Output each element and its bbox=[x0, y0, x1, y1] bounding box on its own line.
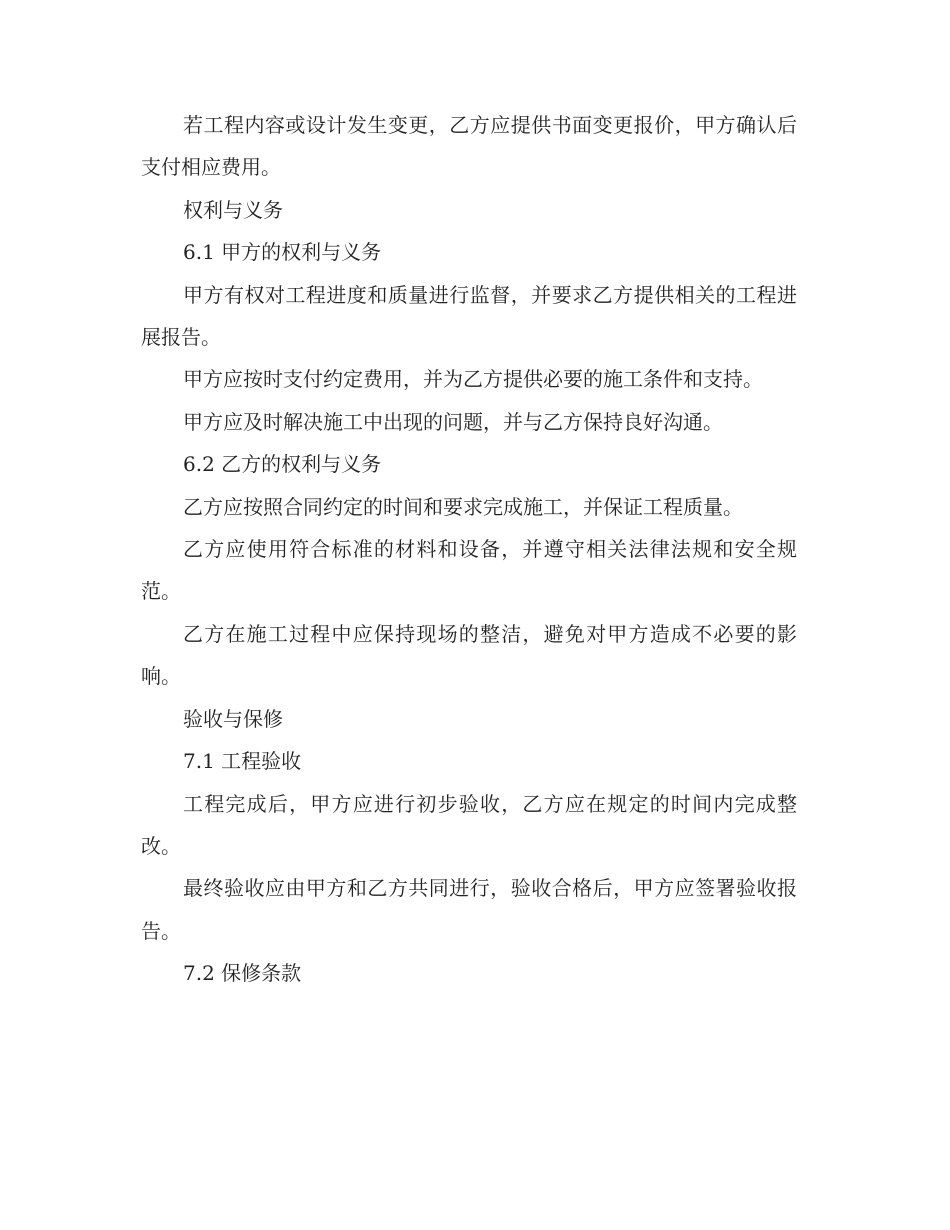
paragraph-final-acceptance: 最终验收应由甲方和乙方共同进行，验收合格后，甲方应签署验收报告。 bbox=[141, 876, 797, 943]
paragraph-party-a-payment: 甲方应按时支付约定费用，并为乙方提供必要的施工条件和支持。 bbox=[183, 367, 763, 392]
paragraph-party-a-supervision: 甲方有权对工程进度和质量进行监督，并要求乙方提供相关的工程进展报告。 bbox=[141, 282, 797, 350]
subsection-heading-7-2: 7.2 保修条款 bbox=[183, 961, 302, 986]
paragraph-party-b-schedule: 乙方应按照合同约定的时间和要求完成施工，并保证工程质量。 bbox=[183, 494, 743, 519]
paragraph-change-quote: 若工程内容或设计发生变更，乙方应提供书面变更报价，甲方确认后支付相应费用。 bbox=[141, 113, 797, 180]
subsection-heading-6-2: 6.2 乙方的权利与义务 bbox=[183, 452, 382, 477]
paragraph-party-a-communication: 甲方应及时解决施工中出现的问题，并与乙方保持良好沟通。 bbox=[183, 409, 723, 434]
section-heading-rights-obligations: 权利与义务 bbox=[183, 197, 283, 222]
subsection-heading-7-1: 7.1 工程验收 bbox=[183, 749, 302, 774]
subsection-heading-6-1: 6.1 甲方的权利与义务 bbox=[183, 240, 382, 265]
section-heading-acceptance-warranty: 验收与保修 bbox=[183, 706, 283, 731]
paragraph-party-b-site: 乙方在施工过程中应保持现场的整洁，避免对甲方造成不必要的影响。 bbox=[141, 621, 797, 689]
paragraph-party-b-materials: 乙方应使用符合标准的材料和设备，并遵守相关法律法规和安全规范。 bbox=[141, 537, 797, 604]
document-body bbox=[141, 104, 797, 995]
paragraph-initial-acceptance: 工程完成后，甲方应进行初步验收，乙方应在规定的时间内完成整改。 bbox=[141, 791, 797, 858]
